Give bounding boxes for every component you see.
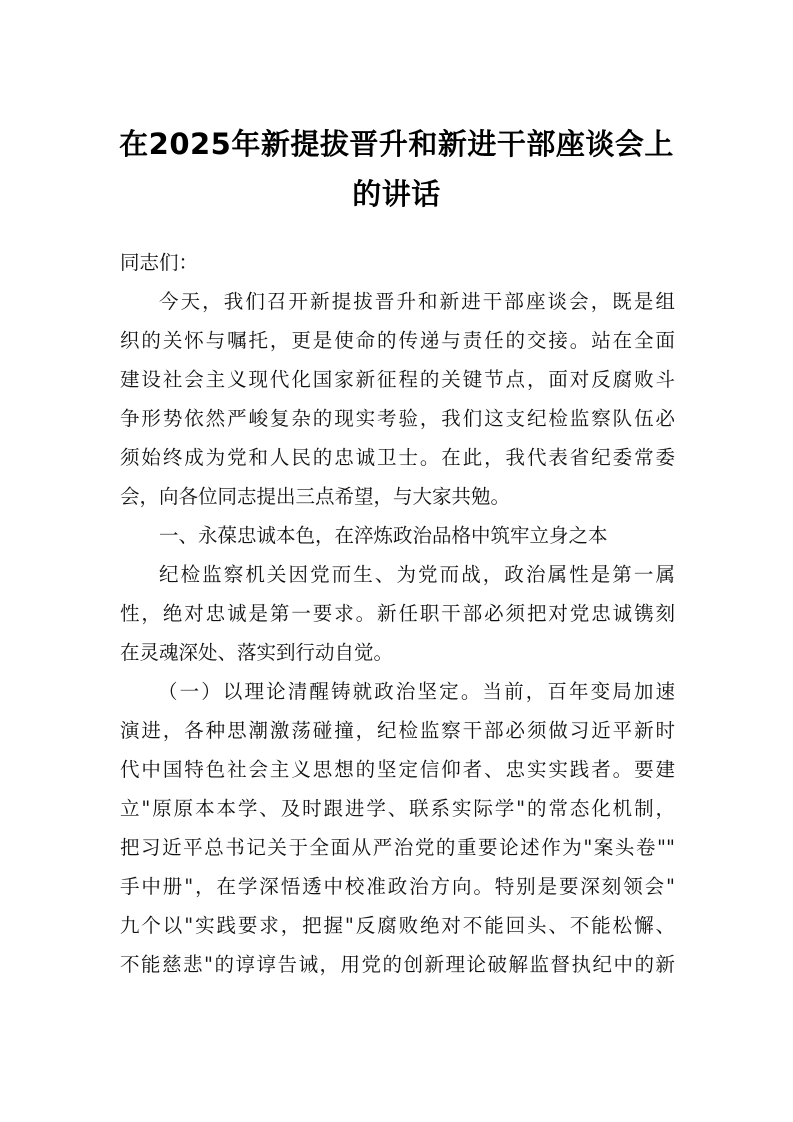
body-line: 争形势依然严峻复杂的现实考验，我们这支纪检监察队伍必 xyxy=(120,407,675,430)
body-line: 九个以"实践要求，把握"反腐败绝对不能回头、不能松懈、 xyxy=(120,914,675,937)
body-line: 建设社会主义现代化国家新征程的关键节点，面对反腐败斗 xyxy=(120,368,675,391)
body-line: 须始终成为党和人民的忠诚卫士。在此，我代表省纪委常委 xyxy=(120,446,675,469)
body-line: 代中国特色社会主义思想的坚定信仰者、忠实实践者。要建 xyxy=(120,758,675,781)
body-line: 纪检监察机关因党而生、为党而战，政治属性是第一属 xyxy=(159,563,675,586)
subsection-line: （一）以理论清醒铸就政治坚定。当前，百年变局加速 xyxy=(158,680,675,703)
body-line: 织的关怀与嘱托，更是使命的传递与责任的交接。站在全面 xyxy=(120,329,675,352)
body-line: 性，绝对忠诚是第一要求。新任职干部必须把对党忠诚镌刻 xyxy=(120,602,675,625)
body-line: 不能慈悲"的谆谆告诫，用党的创新理论破解监督执纪中的新 xyxy=(120,953,675,976)
body-line: 把习近平总书记关于全面从严治党的重要论述作为"案头卷"" xyxy=(120,836,675,859)
document-title-line-1: 在2025年新提拔晋升和新进干部座谈会上 xyxy=(119,127,674,161)
body-line: 在灵魂深处、落实到行动自觉。 xyxy=(120,641,394,664)
body-line: 演进，各种思潮激荡碰撞，纪检监察干部必须做习近平新时 xyxy=(120,719,675,742)
salutation: 同志们： xyxy=(120,251,199,274)
body-line: 立"原原本本学、及时跟进学、联系实际学"的常态化机制， xyxy=(120,797,675,820)
document-title-line-2: 的讲话 xyxy=(352,177,441,211)
body-line: 会，向各位同志提出三点希望，与大家共勉。 xyxy=(120,485,511,508)
body-line: 手中册"，在学深悟透中校准政治方向。特别是要深刻领会" xyxy=(120,875,675,898)
section-heading: 一、永葆忠诚本色，在淬炼政治品格中筑牢立身之本 xyxy=(159,524,608,547)
body-line: 今天，我们召开新提拔晋升和新进干部座谈会，既是组 xyxy=(159,290,675,313)
